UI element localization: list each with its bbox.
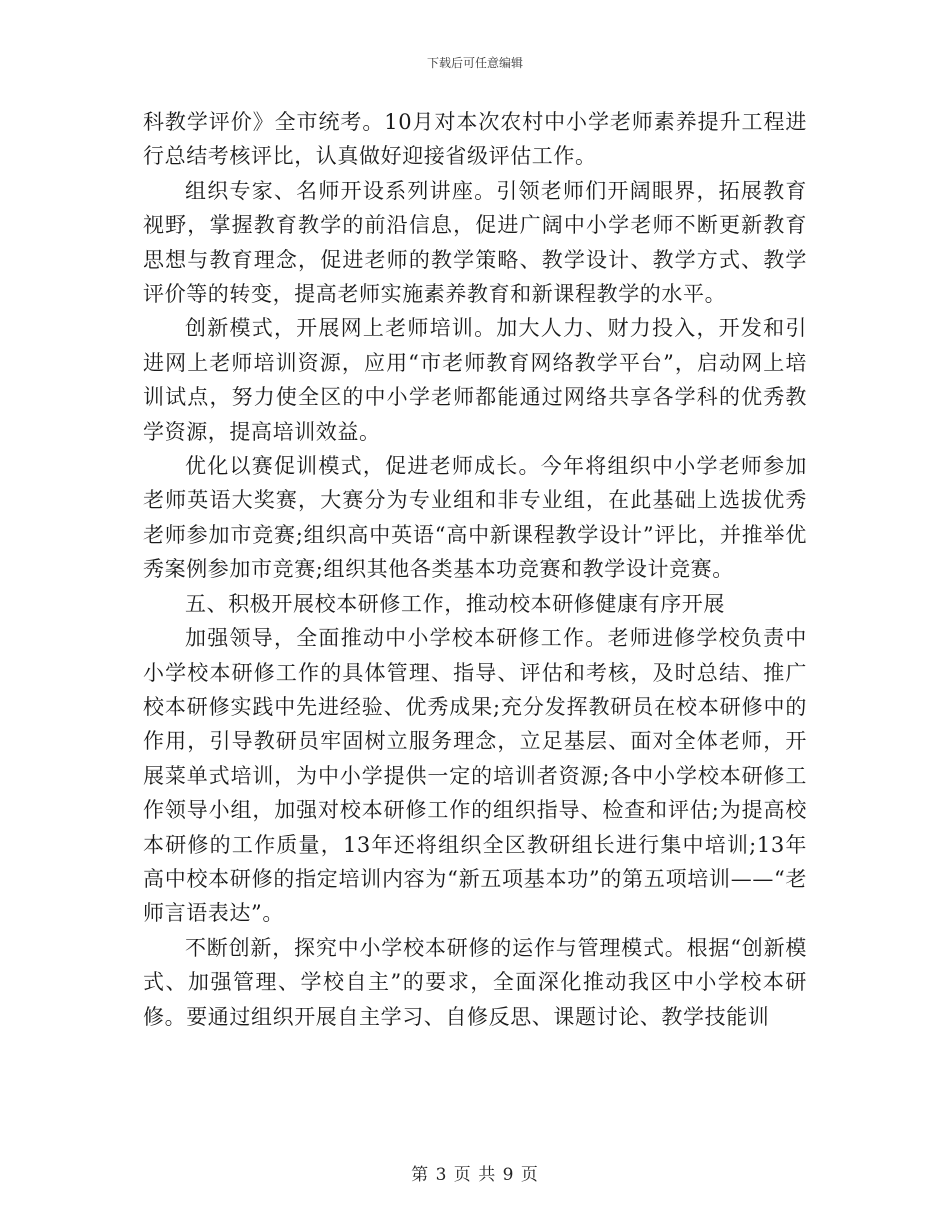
paragraph-6: 不断创新，探究中小学校本研修的运作与管理模式。根据“创新模式、加强管理、学校自主”的要求，全面深化推动我区中小学校本研修。要通过组织开展自主学习、自修反思、课题讨论、教学技能训 (143, 935, 807, 1029)
page-number-footer: 第 3 页 共 9 页 (411, 1165, 539, 1185)
paragraph-3: 创新模式，开展网上老师培训。加大人力、财力投入，开发和引进网上老师培训资源，应用“市老师教育网络教学平台”，启动网上培训试点，努力使全区的中小学老师都能通过网络共享各学科的优秀教学资源，提高培训效益。 (143, 316, 807, 444)
paragraph-5: 加强领导，全面推动中小学校本研修工作。老师进修学校负责中小学校本研修工作的具体管理、指导、评估和考核，及时总结、推广校本研修实践中先进经验、优秀成果;充分发挥教研员在校本研修中的作用，引导教研员牢固树立服务理念，立足基层、面对全体老师，开展菜单式培训，为中小学提供一定的培训者资源;各中小学校本研修工作领导小组，加强对校本研修工作的组织指导、检查和评估;为提高校本研修的工作质量，13年还将组织全区教研组长进行集中培训;13年高中校本研修的指定培训内容为“新五项基本功”的第五项培训——“老师言语表达”。 (143, 626, 807, 926)
paragraph-1: 科教学评价》全市统考。10月对本次农村中小学老师素养提升工程进行总结考核评比，认真做好迎接省级评估工作。 (143, 110, 807, 169)
paragraph-2: 组织专家、名师开设系列讲座。引领老师们开阔眼界，拓展教育视野，掌握教育教学的前沿信息，促进广阔中小学老师不断更新教育思想与教育理念，促进老师的教学策略、教学设计、教学方式、教学评价等的转变，提高老师实施素养教育和新课程教学的水平。 (143, 178, 807, 307)
section-heading: 五、积极开展校本研修工作，推动校本研修健康有序开展 (185, 591, 725, 616)
document-body (143, 105, 807, 1034)
paragraph-4: 优化以赛促训模式，促进老师成长。今年将组织中小学老师参加老师英语大奖赛，大赛分为专业组和非专业组，在此基础上选拔优秀老师参加市竞赛;组织高中英语“高中新课程教学设计”评比，并推举优秀案例参加市竞赛;组织其他各类基本功竞赛和教学设计竞赛。 (143, 454, 807, 582)
page-header: 下载后可任意编辑 (426, 56, 523, 70)
